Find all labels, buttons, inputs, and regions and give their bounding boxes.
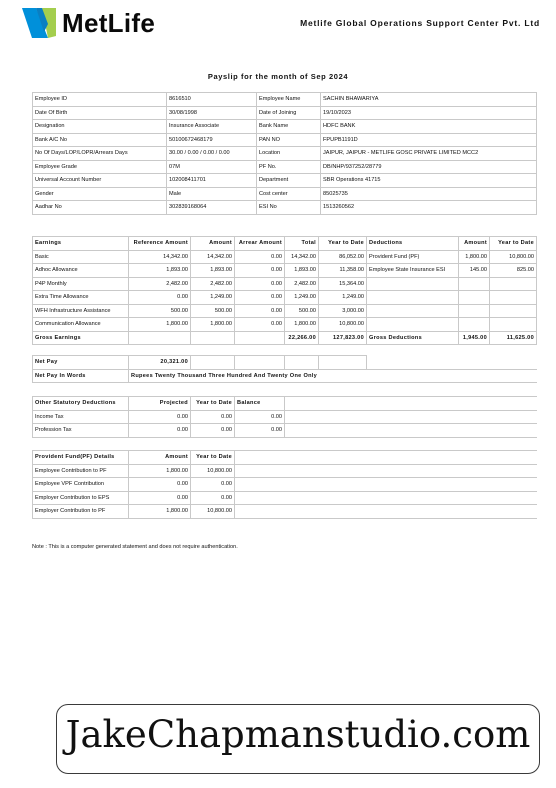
payslip-title: Payslip for the month of Sep 2024: [207, 72, 349, 81]
earnings-cell: 0.00: [235, 250, 285, 264]
page-header: [22, 6, 542, 42]
earnings-cell: 1,800.00: [191, 318, 235, 332]
earnings-cell: 145.00: [459, 264, 490, 278]
gross-cell: [191, 331, 235, 345]
pf-row: [33, 505, 537, 519]
info-row: [33, 120, 537, 134]
earnings-cell: [459, 304, 490, 318]
info-cell: Employee ID: [33, 93, 167, 107]
earnings-table: [32, 236, 537, 345]
column-header: Amount: [191, 237, 235, 251]
earnings-cell: [367, 318, 459, 332]
earnings-cell: 3,000.00: [319, 304, 367, 318]
earnings-cell: 1,893.00: [191, 264, 235, 278]
earnings-row: [33, 318, 537, 332]
statutory-cell: 0.00: [235, 410, 285, 424]
info-row: [33, 187, 537, 201]
earnings-cell: 500.00: [285, 304, 319, 318]
earnings-cell: 1,249.00: [319, 291, 367, 305]
column-header: Balance: [235, 397, 285, 411]
earnings-cell: Basic: [33, 250, 129, 264]
earnings-cell: 1,800.00: [459, 250, 490, 264]
info-cell: Cost center: [257, 187, 321, 201]
statutory-cell: 0.00: [129, 424, 191, 438]
earnings-cell: 500.00: [191, 304, 235, 318]
info-cell: 85025735: [321, 187, 537, 201]
empty-cell: [235, 451, 537, 465]
empty-cell: [285, 397, 537, 411]
net-pay-words-label: Net Pay In Words: [33, 369, 129, 383]
gross-cell: Gross Deductions: [367, 331, 459, 345]
earnings-cell: [459, 318, 490, 332]
info-row: [33, 133, 537, 147]
authentication-note: Note : This is a computer generated statement and does not require authentication.: [32, 544, 238, 550]
gross-cell: 11,625.00: [490, 331, 537, 345]
employee-info-table: [32, 92, 537, 215]
info-cell: PF No.: [257, 160, 321, 174]
earnings-cell: 500.00: [129, 304, 191, 318]
earnings-cell: Communication Allowance: [33, 318, 129, 332]
earnings-cell: 10,800.00: [490, 250, 537, 264]
info-cell: HDFC BANK: [321, 120, 537, 134]
info-cell: 102008411701: [167, 174, 257, 188]
info-cell: 50100672468179: [167, 133, 257, 147]
earnings-cell: 14,342.00: [285, 250, 319, 264]
statutory-deductions-table: [32, 396, 537, 438]
column-header: Year to Date: [191, 451, 235, 465]
empty-cell: [235, 464, 537, 478]
info-cell: SBR Operations 41715: [321, 174, 537, 188]
info-cell: No Of Days/LOP/LOPR/Arrears Days: [33, 147, 167, 161]
statutory-cell: 0.00: [129, 410, 191, 424]
pf-cell: 0.00: [129, 491, 191, 505]
info-cell: Employee Grade: [33, 160, 167, 174]
gross-cell: 22,266.00: [285, 331, 319, 345]
statutory-row: [33, 410, 537, 424]
earnings-cell: 1,249.00: [285, 291, 319, 305]
earnings-cell: [367, 277, 459, 291]
pf-cell: 1,800.00: [129, 464, 191, 478]
earnings-cell: 0.00: [235, 304, 285, 318]
info-cell: Aadhar No: [33, 201, 167, 215]
net-pay-label: Net Pay: [33, 356, 129, 370]
info-cell: SACHIN BHAWARIYA: [321, 93, 537, 107]
info-cell: Department: [257, 174, 321, 188]
earnings-cell: 14,342.00: [191, 250, 235, 264]
statutory-cell: Profession Tax: [33, 424, 129, 438]
earnings-cell: [490, 318, 537, 332]
earnings-cell: [367, 291, 459, 305]
pf-cell: Employer Contribution to PF: [33, 505, 129, 519]
info-cell: ESI No: [257, 201, 321, 215]
earnings-cell: 1,249.00: [191, 291, 235, 305]
statutory-header-row: [33, 397, 537, 411]
info-row: [33, 160, 537, 174]
info-cell: FPUPB1191D: [321, 133, 537, 147]
pf-cell: 10,800.00: [191, 464, 235, 478]
column-header: Year to Date: [191, 397, 235, 411]
earnings-cell: Adhoc Allowance: [33, 264, 129, 278]
info-cell: Date of Joining: [257, 106, 321, 120]
earnings-row: [33, 277, 537, 291]
info-cell: 1513260562: [321, 201, 537, 215]
earnings-cell: Extra Time Allowance: [33, 291, 129, 305]
earnings-cell: 2,482.00: [129, 277, 191, 291]
info-cell: Date Of Birth: [33, 106, 167, 120]
earnings-cell: 1,893.00: [285, 264, 319, 278]
earnings-cell: 1,893.00: [129, 264, 191, 278]
earnings-row: [33, 250, 537, 264]
pf-cell: 0.00: [191, 478, 235, 492]
column-header: Amount: [459, 237, 490, 251]
company-name: Metlife Global Operations Support Center Pvt. Ltd: [300, 18, 540, 28]
info-row: [33, 93, 537, 107]
earnings-cell: [490, 304, 537, 318]
pf-cell: 0.00: [191, 491, 235, 505]
info-cell: Location: [257, 147, 321, 161]
gross-cell: [129, 331, 191, 345]
net-pay-row: [33, 356, 537, 370]
earnings-cell: 1,800.00: [285, 318, 319, 332]
pf-cell: 1,800.00: [129, 505, 191, 519]
earnings-cell: Provident Fund (PF): [367, 250, 459, 264]
column-header: Amount: [129, 451, 191, 465]
earnings-row: [33, 264, 537, 278]
net-pay-table: [32, 355, 537, 383]
earnings-cell: WFH Infrastructure Assistance: [33, 304, 129, 318]
earnings-cell: 0.00: [235, 277, 285, 291]
earnings-header-row: [33, 237, 537, 251]
column-header: Provident Fund(PF) Details: [33, 451, 129, 465]
info-row: [33, 174, 537, 188]
earnings-cell: 0.00: [235, 291, 285, 305]
statutory-cell: Income Tax: [33, 410, 129, 424]
column-header: Year to Date: [319, 237, 367, 251]
net-pay-words: Rupees Twenty Thousand Three Hundred And Twenty One Only: [129, 369, 537, 383]
info-cell: 07M: [167, 160, 257, 174]
pf-header-row: [33, 451, 537, 465]
info-cell: PAN NO: [257, 133, 321, 147]
net-pay-words-row: [33, 369, 537, 383]
earnings-cell: [490, 291, 537, 305]
pf-cell: Employee VPF Contribution: [33, 478, 129, 492]
info-cell: Designation: [33, 120, 167, 134]
info-cell: 302839168064: [167, 201, 257, 215]
watermark-text: JakeChapmanstudio.com: [65, 713, 531, 756]
pf-details-table: [32, 450, 537, 519]
gross-row: [33, 331, 537, 345]
column-header: Other Statutory Deductions: [33, 397, 129, 411]
empty-cell: [235, 505, 537, 519]
earnings-cell: 825.00: [490, 264, 537, 278]
earnings-cell: 11,358.00: [319, 264, 367, 278]
earnings-cell: [367, 304, 459, 318]
gross-cell: 127,823.00: [319, 331, 367, 345]
info-cell: Universal Account Number: [33, 174, 167, 188]
gross-cell: Gross Earnings: [33, 331, 129, 345]
earnings-cell: 14,342.00: [129, 250, 191, 264]
column-header: Projected: [129, 397, 191, 411]
watermark-banner: [56, 704, 540, 774]
info-cell: 8616510: [167, 93, 257, 107]
earnings-cell: [459, 291, 490, 305]
column-header: Reference Amount: [129, 237, 191, 251]
pf-row: [33, 464, 537, 478]
statutory-cell: 0.00: [191, 410, 235, 424]
logo-text: MetLife: [62, 8, 156, 38]
pf-cell: Employee Contribution to PF: [33, 464, 129, 478]
statutory-cell: 0.00: [191, 424, 235, 438]
info-cell: Employee Name: [257, 93, 321, 107]
earnings-cell: Employee State Insurance ESI: [367, 264, 459, 278]
earnings-cell: 15,364.00: [319, 277, 367, 291]
pf-row: [33, 478, 537, 492]
gross-cell: 1,945.00: [459, 331, 490, 345]
column-header: Arrear Amount: [235, 237, 285, 251]
earnings-cell: 1,800.00: [129, 318, 191, 332]
pf-cell: Employer Contribution to EPS: [33, 491, 129, 505]
info-cell: JAIPUR, JAIPUR - METLIFE GOSC PRIVATE LIMITED MCC2: [321, 147, 537, 161]
earnings-cell: 10,800.00: [319, 318, 367, 332]
empty-cell: [285, 410, 537, 424]
earnings-cell: [459, 277, 490, 291]
statutory-row: [33, 424, 537, 438]
pf-cell: 0.00: [129, 478, 191, 492]
empty-cell: [235, 491, 537, 505]
info-cell: DB/NHP/937252/28779: [321, 160, 537, 174]
info-cell: Bank Name: [257, 120, 321, 134]
earnings-cell: 0.00: [235, 264, 285, 278]
empty-cell: [285, 424, 537, 438]
earnings-cell: [490, 277, 537, 291]
earnings-row: [33, 304, 537, 318]
earnings-cell: 2,482.00: [191, 277, 235, 291]
info-cell: Insurance Associate: [167, 120, 257, 134]
info-cell: Gender: [33, 187, 167, 201]
earnings-cell: 2,482.00: [285, 277, 319, 291]
info-row: [33, 106, 537, 120]
net-pay-value: 20,321.00: [129, 356, 191, 370]
column-header: Total: [285, 237, 319, 251]
earnings-cell: 86,052.00: [319, 250, 367, 264]
earnings-cell: P4P Monthly: [33, 277, 129, 291]
info-cell: Bank A/C No: [33, 133, 167, 147]
column-header: Earnings: [33, 237, 129, 251]
earnings-cell: 0.00: [129, 291, 191, 305]
info-cell: 30.00 / 0.00 / 0.00 / 0.00: [167, 147, 257, 161]
earnings-cell: 0.00: [235, 318, 285, 332]
info-cell: Male: [167, 187, 257, 201]
pf-cell: 10,800.00: [191, 505, 235, 519]
info-cell: 19/10/2023: [321, 106, 537, 120]
info-row: [33, 147, 537, 161]
column-header: Deductions: [367, 237, 459, 251]
statutory-cell: 0.00: [235, 424, 285, 438]
info-row: [33, 201, 537, 215]
info-cell: 30/08/1998: [167, 106, 257, 120]
column-header: Year to Date: [490, 237, 537, 251]
earnings-row: [33, 291, 537, 305]
metlife-logo-icon: [22, 6, 56, 40]
empty-cell: [235, 478, 537, 492]
gross-cell: [235, 331, 285, 345]
pf-row: [33, 491, 537, 505]
